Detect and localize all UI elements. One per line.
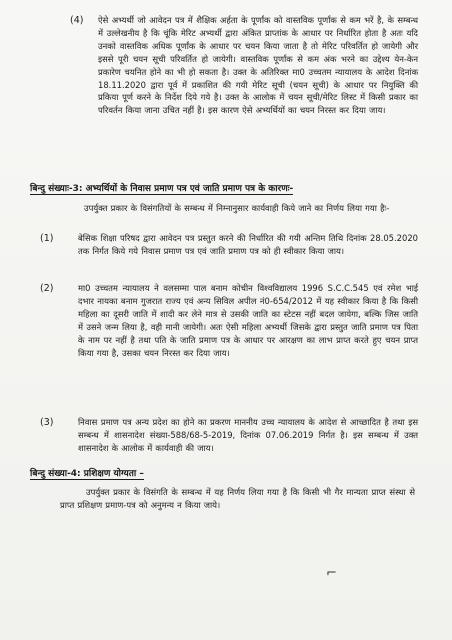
heading-point-4-text: बिन्दु संख्या-4: प्रशिक्षण योग्यता – <box>30 469 144 479</box>
item-3-text: निवास प्रमाण पत्र अन्य प्रदेश का होने का प्रकरण माननीय उच्च न्यायालय के आदेश से आच्छादित है तथा इस सम्बन्ध में शासनादेश संख्या-588/68-5-2019, दिनांक 07.06.2019 निर्गत है। इस सम्बन्ध में उक्त शासनादेश के आलोक में कार्यवाही की जाय। <box>78 417 418 453</box>
heading-point-3-text: बिन्दु संख्याः-3: अभ्यर्थियों के निवास प्रमाण पत्र एवं जाति प्रमाण पत्र के कारणः- <box>30 184 294 194</box>
signature-mark: ⌐ <box>326 566 337 581</box>
item-1-number: (1) <box>40 233 54 244</box>
item-2-number: (2) <box>40 283 54 294</box>
item-2-text: मा0 उच्चतम न्यायालय ने वलसम्मा पाल बनाम कोचीन विश्वविद्यालय 1996 S.C.C.545 एवं रमेश भाई दभार नायका बनाम गुजरात राज्य एवं अन्य सिविल अपील नं0-654/2012 में यह स्वीकार किया है कि किसी महिला का दूसरी जाति में शादी कर लेने मात्र से उसकी जाति का स्टेटस नहीं बदल जायेगा, बल्कि जिस जाति में उसने जन्म लिया है, वही मानी जायेगी। अतः ऐसी महिला अभ्यर्थी जिसके द्वारा प्रस्तुत जाति प्रमाण पत्र पिता के नाम पर नहीं है तथा पति के जाति प्रमाण पत्र के आधार पर आरक्षण का लाभ प्राप्त करते हुए चयन प्राप्त किया गया है, उसका चयन निरस्त कर दिया जाय। <box>78 283 418 358</box>
heading-point-3 <box>30 183 293 196</box>
item-4-number: (4) <box>70 15 84 26</box>
item-4-text: ऐसे अभ्यर्थी जो आवेदन पत्र में शैक्षिक अर्हता के पूर्णांक को वास्तविक पूर्णांक से कम भरें है, के सम्बन्ध में उल्लेखनीय है कि चूंकि मेरिट अभ्यर्थी द्वारा अंकित प्राप्तांक के आधार पर निर्धारित होता है अतः यदि उनको वास्तविक अधिक पूर्णांक के आधार पर चयन किया जाता है तो मेरिट परिवर्तित हो जायेगी और इससे पूरी चयन सूची परिवर्तित हो जायेगी। वास्तविक पूर्णांक से कम अंक भरने का उद्देश्य येन-केन प्रकारेण चयनित होने का भी हो सकता है। उक्त के अतिरिक्त मा0 उच्चतम न्यायालय के आदेश दिनांक 18.11.2020 द्वारा पूर्व में प्रकाशित की गयी मेरिट सूची (चयन सूची) के आधार पर नियुक्ति की प्रकिया पूर्ण करने के निर्देश दिये गये है। उक्त के आलोक में चयन सूची/मेरिट लिस्ट में किसी प्रकार का परिवर्तन किया जाना उचित नहीं है। इस कारण ऐसे अभ्यर्थियों का चयन निरस्त कर दिया जाय। <box>98 15 418 116</box>
point-3-intro: उपर्युक्त प्रकार के विसंगतियों के सम्बन्ध में निम्नानुसार कार्यवाही किये जाने का निर्णय लिया गया हैः- <box>84 203 390 213</box>
item-1-text: बेसिक शिक्षा परिषद द्वारा आवेदन पत्र प्रस्तुत करने की निर्धारित की गयी अन्तिम तिथि दिनांक 28.05.2020 तक निर्गत किये गये निवास प्रमाण पत्र एवं जाति प्रमाण पत्र को ही स्वीकार किया जाय। <box>78 233 418 256</box>
point-4-text: उपर्युक्त प्रकार के विसंगति के सम्बन्ध में यह निर्णय लिया गया है कि किसी भी गैर मान्यता प्राप्त संस्था से प्राप्त प्रशिक्षण प्रमाण-पत्र को अनुमन्य न किया जाये। <box>60 487 415 510</box>
heading-point-4 <box>30 468 144 481</box>
item-3-number: (3) <box>40 417 54 428</box>
